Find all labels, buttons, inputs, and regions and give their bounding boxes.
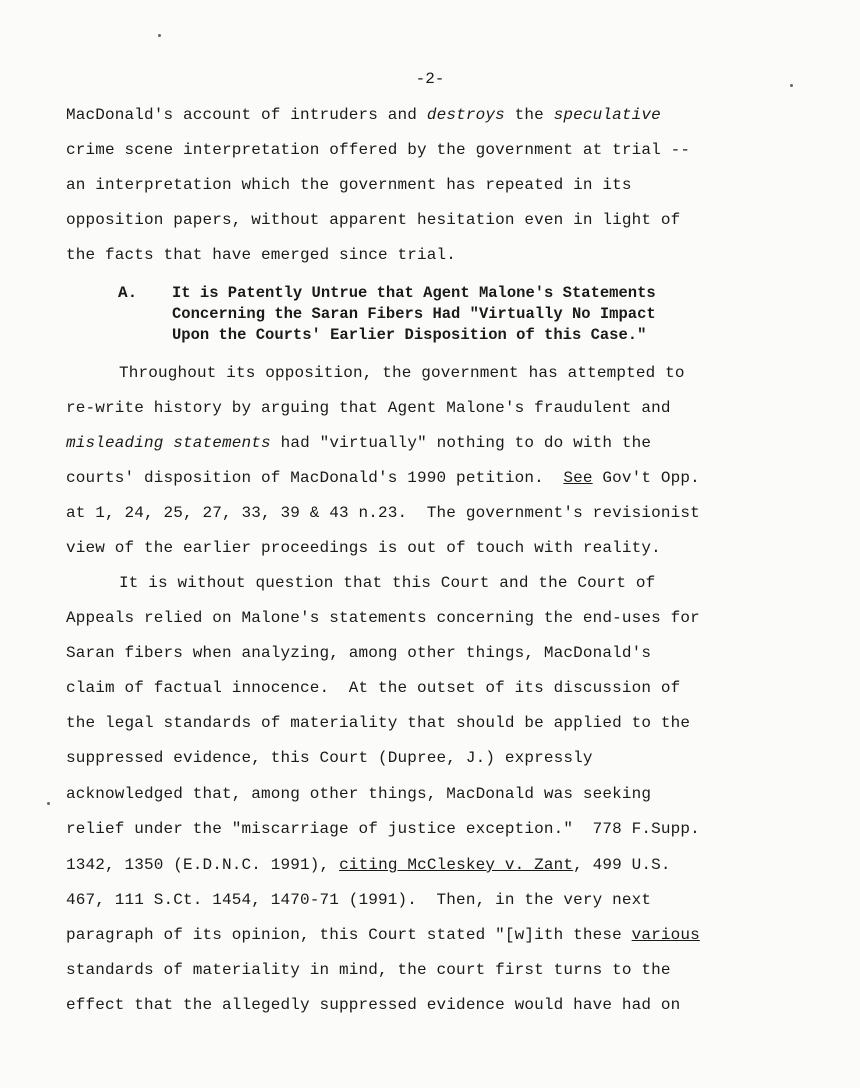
- emphasis-text: speculative: [553, 106, 661, 124]
- body-line: 1342, 1350 (E.D.N.C. 1991), citing McCleskey v. Zant, 499 U.S.: [66, 856, 671, 874]
- body-line: paragraph of its opinion, this Court stated "[w]ith these various: [66, 926, 700, 944]
- body-line: acknowledged that, among other things, MacDonald was seeking: [66, 785, 652, 803]
- body-line: effect that the allegedly suppressed evidence would have had on: [66, 996, 681, 1014]
- body-line: Saran fibers when analyzing, among other things, MacDonald's: [66, 644, 652, 662]
- section-label: A.: [118, 284, 138, 302]
- section-heading-line: It is Patently Untrue that Agent Malone's Statements: [172, 284, 656, 302]
- scan-speck: [158, 34, 161, 37]
- emphasis-text: misleading statements: [66, 434, 271, 452]
- page-number: -2-: [415, 70, 445, 88]
- body-line: courts' disposition of MacDonald's 1990 petition. See Gov't Opp.: [66, 469, 700, 487]
- body-line: opposition papers, without apparent hesitation even in light of: [66, 211, 681, 229]
- scan-speck: [47, 802, 50, 805]
- body-line: It is without question that this Court and the Court of: [119, 574, 656, 592]
- section-heading-line: Upon the Courts' Earlier Disposition of this Case.": [172, 326, 647, 344]
- body-line: misleading statements had "virtually" nothing to do with the: [66, 434, 652, 452]
- body-line: the facts that have emerged since trial.: [66, 246, 457, 264]
- body-line: claim of factual innocence. At the outset of its discussion of: [66, 679, 681, 697]
- body-line: crime scene interpretation offered by the government at trial --: [66, 141, 691, 159]
- body-line: suppressed evidence, this Court (Dupree, J.) expressly: [66, 749, 593, 767]
- scan-speck: [790, 84, 793, 87]
- emphasis-text: destroys: [426, 106, 505, 124]
- body-line: re-write history by arguing that Agent Malone's fraudulent and: [66, 399, 671, 417]
- case-citation: citing McCleskey v. Zant: [339, 856, 574, 874]
- citation-signal: See: [563, 469, 593, 487]
- section-heading-line: Concerning the Saran Fibers Had "Virtually No Impact: [172, 305, 656, 323]
- body-line: MacDonald's account of intruders and destroys the speculative: [66, 106, 661, 124]
- body-line: view of the earlier proceedings is out of touch with reality.: [66, 539, 661, 557]
- body-line: at 1, 24, 25, 27, 33, 39 & 43 n.23. The government's revisionist: [66, 504, 700, 522]
- body-line: standards of materiality in mind, the court first turns to the: [66, 961, 671, 979]
- body-line: 467, 111 S.Ct. 1454, 1470-71 (1991). Then, in the very next: [66, 891, 652, 909]
- body-line: relief under the "miscarriage of justice exception." 778 F.Supp.: [66, 820, 700, 838]
- underlined-text: various: [631, 926, 700, 944]
- body-line: Appeals relied on Malone's statements concerning the end-uses for: [66, 609, 700, 627]
- body-line: the legal standards of materiality that should be applied to the: [66, 714, 691, 732]
- body-line: an interpretation which the government has repeated in its: [66, 176, 632, 194]
- body-line: Throughout its opposition, the government has attempted to: [119, 364, 685, 382]
